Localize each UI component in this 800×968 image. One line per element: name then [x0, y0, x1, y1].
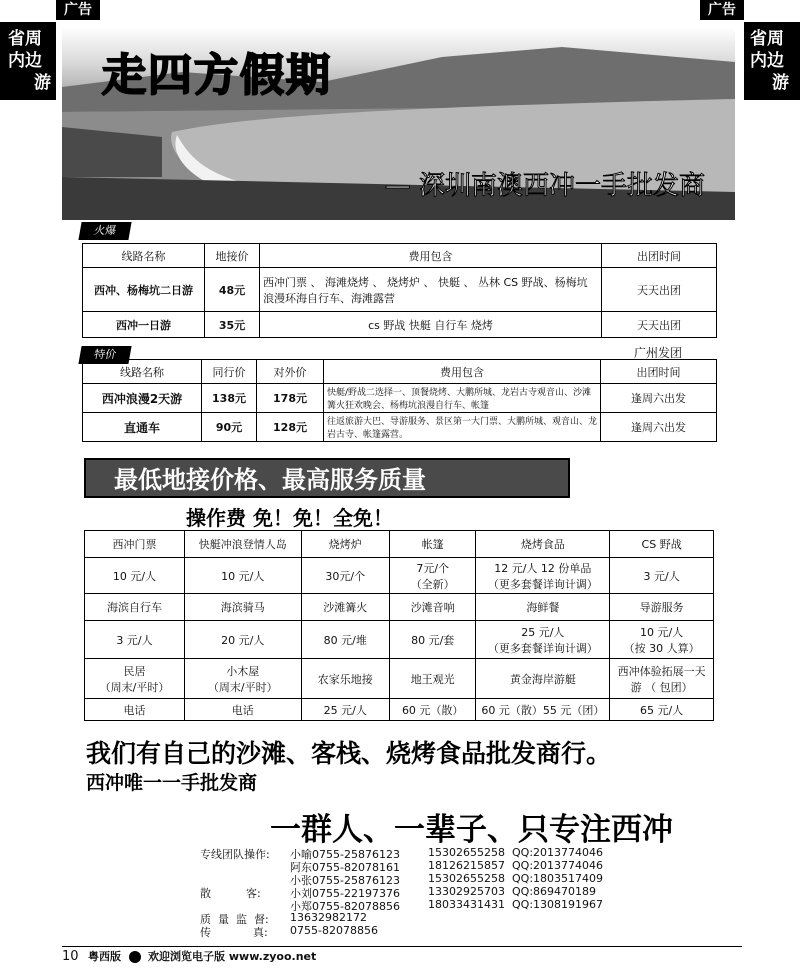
route-includes: 西冲门票 、 海滩烧烤 、 烧烤炉 、 快艇 、 丛林 CS 野战、杨梅坑浪漫环海自行车、海滩露营: [260, 268, 602, 312]
contact-row: [200, 859, 620, 872]
price-cell: 海滨骑马: [185, 594, 301, 621]
contact-row: [200, 846, 620, 859]
price-cell: 10 元/人: [85, 558, 185, 594]
price-cell: 沙滩音响: [389, 594, 475, 621]
table-row: [85, 594, 714, 621]
price-cell: 电话: [85, 699, 185, 721]
price-cell: 西冲门票: [85, 531, 185, 558]
side-tab-line: 游: [34, 73, 51, 93]
side-tab-line: 游: [772, 73, 789, 93]
contact-row: [200, 911, 620, 924]
price-cell: 烧烤炉: [301, 531, 389, 558]
contact-qq: QQ:1803517409: [512, 872, 604, 885]
route-name: 西冲、杨梅坑二日游: [83, 268, 205, 312]
contact-label: 专线团队操作:: [200, 848, 270, 861]
special-badge: 特价: [78, 346, 131, 364]
table-row: [85, 531, 714, 558]
contact-phone: 小张0755-25876123: [290, 874, 400, 887]
price-cell: 黄金海岸游艇: [476, 659, 610, 699]
price-cell: 80 元/套: [389, 621, 475, 659]
slogan-banner: 最低地接价格、最高服务质量: [84, 458, 570, 498]
slogan-line-3: 一群人、一辈子、只专注西冲: [270, 812, 673, 848]
table-row: [83, 312, 717, 338]
slogan-line-2: 西冲唯一一手批发商: [86, 772, 258, 794]
table-header: 线路名称: [83, 360, 202, 384]
table-header: 出团时间: [602, 244, 717, 268]
price-cell: 7元/个 （全新）: [389, 558, 475, 594]
price-cell: 60 元（散）: [389, 699, 475, 721]
price-cell: CS 野战: [610, 531, 714, 558]
contact-phone: 小喻0755-25876123: [290, 848, 400, 861]
table-row: [85, 699, 714, 721]
guangzhou-note: 广州发团: [634, 346, 683, 360]
price-cell: 10 元/人 （按 30 人算）: [610, 621, 714, 659]
price-cell: 海鲜餐: [476, 594, 610, 621]
table-row: [85, 659, 714, 699]
contact-row: [200, 924, 620, 937]
contact-phone: 0755-82078856: [290, 924, 378, 937]
route-peer-price: 138元: [202, 384, 257, 413]
contact-qq: QQ:2013774046: [512, 846, 604, 859]
price-cell: 民居 （周末/平时）: [85, 659, 185, 699]
contact-mobile: 15302655258: [428, 872, 505, 885]
route-retail-price: 128元: [257, 413, 324, 442]
table-header: 费用包含: [260, 244, 602, 268]
price-cell: 25 元/人: [301, 699, 389, 721]
hero-banner: [62, 27, 735, 220]
table-header: 出团时间: [601, 360, 717, 384]
price-cell: 60 元（散）55 元（团）: [476, 699, 610, 721]
contact-row: [200, 885, 620, 898]
footer-divider: [62, 946, 742, 947]
footer: [62, 948, 316, 964]
free-fee-text: 操作费 免！免！全免！: [186, 506, 393, 530]
side-tab-right: [744, 22, 800, 100]
contact-mobile: 18126215857: [428, 859, 505, 872]
table-row: [83, 413, 717, 442]
route-retail-price: 178元: [257, 384, 324, 413]
route-price: 35元: [205, 312, 260, 338]
side-tab-line: 内边: [750, 51, 784, 71]
table-row: [83, 268, 717, 312]
side-tab-line: 内边: [8, 51, 42, 71]
table-header: 同行价: [202, 360, 257, 384]
table-header: 地接价: [205, 244, 260, 268]
price-cell: 20 元/人: [185, 621, 301, 659]
price-grid: [84, 530, 714, 721]
ad-label-right: 广告: [700, 0, 744, 20]
price-cell: 农家乐地接: [301, 659, 389, 699]
hero-subtitle: — 深圳南澳西冲一手批发商: [384, 171, 705, 201]
route-table-2: [82, 359, 717, 442]
contact-label: 传 真:: [200, 926, 268, 939]
price-cell: 12 元/人 12 份单品 （更多套餐详询计调）: [476, 558, 610, 594]
contact-label: 质 量 监 督:: [200, 913, 269, 926]
contact-phone: 13632982172: [290, 911, 367, 924]
contact-mobile: 18033431431: [428, 898, 505, 911]
route-schedule: 天天出团: [602, 312, 717, 338]
price-cell: 西冲体验拓展一天游 （ 包团）: [610, 659, 714, 699]
price-cell: 地王观光: [389, 659, 475, 699]
contact-phone: 小刘0755-22197376: [290, 887, 400, 900]
price-cell: 导游服务: [610, 594, 714, 621]
table-row: [83, 384, 717, 413]
contact-qq: QQ:1308191967: [512, 898, 604, 911]
contact-mobile: 13302925703: [428, 885, 505, 898]
price-cell: 海滨自行车: [85, 594, 185, 621]
footer-text: 欢迎浏览电子版 www.zyoo.net: [148, 950, 317, 963]
section-name: 粤西版: [88, 950, 122, 963]
side-tab-line: 省周: [8, 29, 42, 49]
price-cell: 3 元/人: [610, 558, 714, 594]
price-cell: 沙滩篝火: [301, 594, 389, 621]
ad-label-left: 广告: [56, 0, 100, 20]
route-includes: 快艇/野战二选择一、顶餐烧烤、大鹏所城、龙岩古寺观音山、沙滩篝火狂欢晚会、杨梅坑浪漫自行车、帐篷: [324, 384, 601, 413]
contact-label: 散 客:: [200, 887, 261, 900]
price-cell: 65 元/人: [610, 699, 714, 721]
hot-badge: 火爆: [78, 222, 131, 240]
route-name: 直通车: [83, 413, 202, 442]
table-row: [85, 621, 714, 659]
route-name: 西冲一日游: [83, 312, 205, 338]
table-row: [85, 558, 714, 594]
contact-mobile: 15302655258: [428, 846, 505, 859]
price-cell: 小木屋 （周末/平时）: [185, 659, 301, 699]
contact-qq: QQ:869470189: [512, 885, 597, 898]
side-tab-left: [0, 22, 56, 100]
route-includes: 往返旅游大巴、导游服务、景区第一大门票、大鹏所城、观音山、龙岩古寺、帐篷露营。: [324, 413, 601, 442]
table-header: 对外价: [257, 360, 324, 384]
route-peer-price: 90元: [202, 413, 257, 442]
price-cell: 25 元/人 （更多套餐详询计调）: [476, 621, 610, 659]
contact-phone: 小郑0755-82078856: [290, 900, 400, 913]
route-table-1: [82, 243, 717, 338]
price-cell: 烧烤食品: [476, 531, 610, 558]
price-cell: 80 元/堆: [301, 621, 389, 659]
price-cell: 30元/个: [301, 558, 389, 594]
page-number: 10: [62, 949, 79, 964]
contact-phone: 阿东0755-82078161: [290, 861, 400, 874]
price-cell: 3 元/人: [85, 621, 185, 659]
price-cell: 电话: [185, 699, 301, 721]
route-name: 西冲浪漫2天游: [83, 384, 202, 413]
price-cell: 帐篷: [389, 531, 475, 558]
contact-row: [200, 872, 620, 885]
contact-row: [200, 898, 620, 911]
route-schedule: 逢周六出发: [601, 384, 717, 413]
slogan-line-1: 我们有自己的沙滩、客栈、烧烤食品批发商行。: [86, 739, 612, 768]
logo-icon: [129, 951, 141, 963]
contact-qq: QQ:2013774046: [512, 859, 604, 872]
route-includes: cs 野战 快艇 自行车 烧烤: [260, 312, 602, 338]
hero-title: 走四方假期: [102, 50, 332, 101]
route-price: 48元: [205, 268, 260, 312]
route-schedule: 天天出团: [602, 268, 717, 312]
route-schedule: 逢周六出发: [601, 413, 717, 442]
table-header: 费用包含: [324, 360, 601, 384]
price-cell: 快艇冲浪登情人岛: [185, 531, 301, 558]
table-header: 线路名称: [83, 244, 205, 268]
side-tab-line: 省周: [750, 29, 784, 49]
price-cell: 10 元/人: [185, 558, 301, 594]
